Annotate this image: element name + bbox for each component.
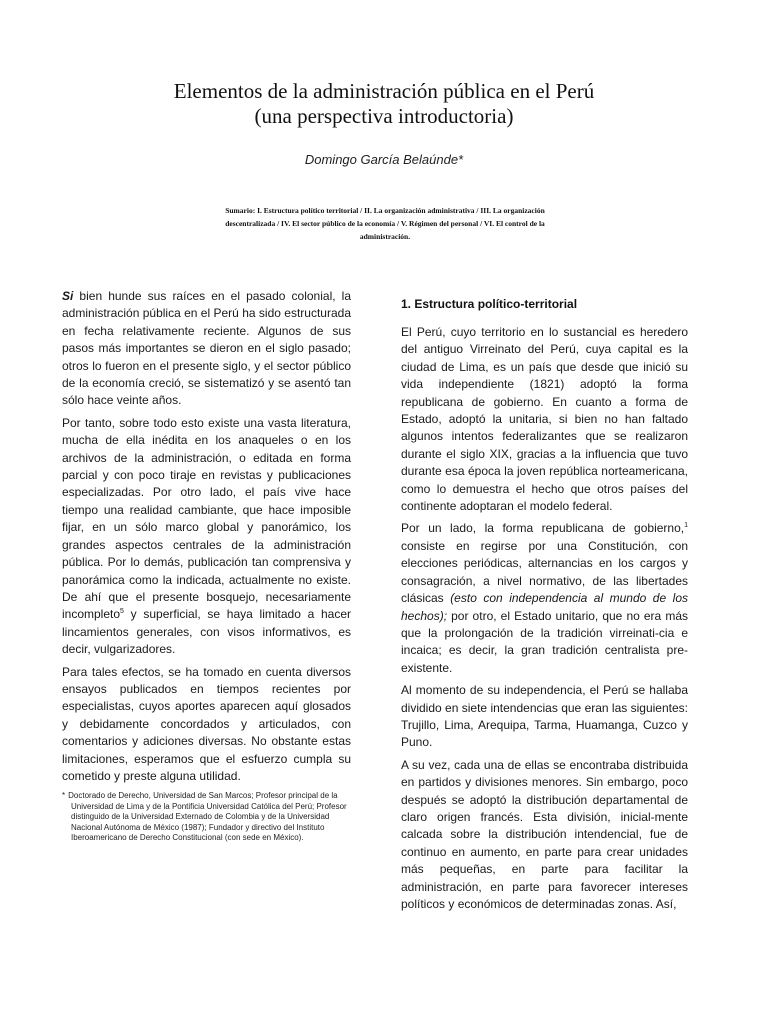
paragraph-departments: A su vez, cada una de ellas se encontraba distribuida en partidos y divisiones menores. Sin embargo, poco después se adoptó la distribución departamental de claro origen francés. Esta división, inicial-mente calcada sobre la distribución intendencial, fue de continuo en aumento, en parte para crear unidades más pequeñas, en parte para facilitar la administración, en parte para favorecer intereses políticos y económicos de determinadas zonas. Así, — [401, 757, 688, 911]
footnote-mark: * — [62, 791, 66, 800]
right-column — [401, 324, 688, 918]
paragraph-republic-italic: (esto con independencia al mundo de los hechos); — [401, 591, 688, 623]
paragraph-literature — [62, 415, 351, 659]
paragraph-intro-text: bien hunde sus raíces en el pasado colonial, la administración pública en el Perú ha sido estructurada en fecha relativamente reciente. Algunos de sus pasos más importantes se dieron en el siglo pasado; otros lo fueron en el presente siglo, y el sector público de la economía creció, se sistematizó y se asentó tan sólo hace veinte años. — [62, 289, 351, 408]
paragraph-territory: El Perú, cuyo territorio en lo sustancial es heredero del antiguo Virreinato del Perú, cuya capital es la ciudad de Lima, es un país que desde que inició su vida independiente (1821) adoptó la forma republicana de gobierno. En cuanto a forma de Estado, adoptó la unitaria, si bien no han faltado algunos intentos federalizantes que se realizaron durante el siglo XIX, gracias a la influencia que tuvo durante esa época la joven república norteamericana, como lo demuestra el hecho que otros países del continente adoptaran el modelo federal. — [401, 325, 688, 514]
paragraph-republic-text-b: consiste en regirse por una Constitución, con elecciones periódicas, alternancias en los cargos y consagración, a nivel normativo, de las libertades clásicas — [401, 538, 688, 606]
paragraph-republic-text-a: Por un lado, la forma republicana de gobierno, — [401, 521, 685, 536]
article-title — [60, 79, 708, 129]
lead-word: Si — [62, 289, 74, 303]
footnote-ref: 5 — [120, 608, 124, 616]
left-column — [62, 288, 351, 790]
paragraph-intro — [62, 288, 351, 410]
paragraph-republic — [401, 520, 688, 677]
title-line-2: (una perspectiva introductoria) — [254, 104, 514, 128]
paragraph-republic-text-c: por otro, el Estado unitario, que no era más que la prolongación de la tradición virreinati-cia e incaica; es decir, la gran tradición centralista pre-existente. — [401, 608, 688, 675]
title-line-1: Elementos de la administración pública en el Perú — [173, 79, 595, 103]
section-heading: 1. Estructura político-territorial — [401, 297, 578, 311]
footnote-text: Doctorado de Derecho, Universidad de San Marcos; Profesor principal de la Universidad de Lima y de la Pontificia Universidad Católica del Perú; Profesor distinguido de la Universidad Externado de Colombia y de la Universidad Nacional Autónoma de México (1987); Fundador y directivo del Instituto Iberoamericano de Derecho Constitucional (con sede en México). — [68, 791, 347, 843]
paragraph-literature-text-a: Por tanto, sobre todo esto existe una vasta literatura, mucha de ella inédita en los anaqueles o en los archivos de la administración, o editada en forma parcial y con poco tiraje en revistas y publicaciones especializadas. Por otro lado, el país vive hace tiempo una realidad cambiante, que hace imposible fijar, en un sólo marco global y panorámico, los grandes aspectos centrales de la administración pública. Por lo demás, publicación tan comprensiva y panorámica como la indicada, actualmente no existe. De ahí que el presente bosquejo, necesariamente incompleto — [62, 415, 351, 622]
paragraph-purpose: Para tales efectos, se ha tomado en cuenta diversos ensayos publicados en tiempos recientes por especialistas, cuyos aportes aparecen aquí glosados y debidamente concordados y articulados, con comentarios y adiciones diversas. No obstante estas limitaciones, esperamos que el esfuerzo cumpla su cometido y preste alguna utilidad. — [62, 664, 351, 783]
paragraph-intendencias: Al momento de su independencia, el Perú se hallaba dividido en siete intendencias que eran las siguientes: Trujillo, Lima, Arequipa, Tarma, Huamanga, Cuzco y Puno. — [401, 683, 688, 750]
paragraph-literature-text-b: y superficial, se haya limitado a hacer lincamientos generales, con visos informativos, es decir, vulgarizadores. — [62, 607, 351, 657]
footnote-ref-1: 1 — [684, 522, 688, 530]
author-name: Domingo García Belaúnde* — [304, 152, 464, 167]
author-footnote — [62, 791, 360, 844]
summary-abstract: Sumario: I. Estructura político territorial / II. La organización administrativa / III. La organización descentralizada / IV. El sector público de la economía / V. Régimen del personal / VI. El control de la administración. — [225, 206, 545, 241]
